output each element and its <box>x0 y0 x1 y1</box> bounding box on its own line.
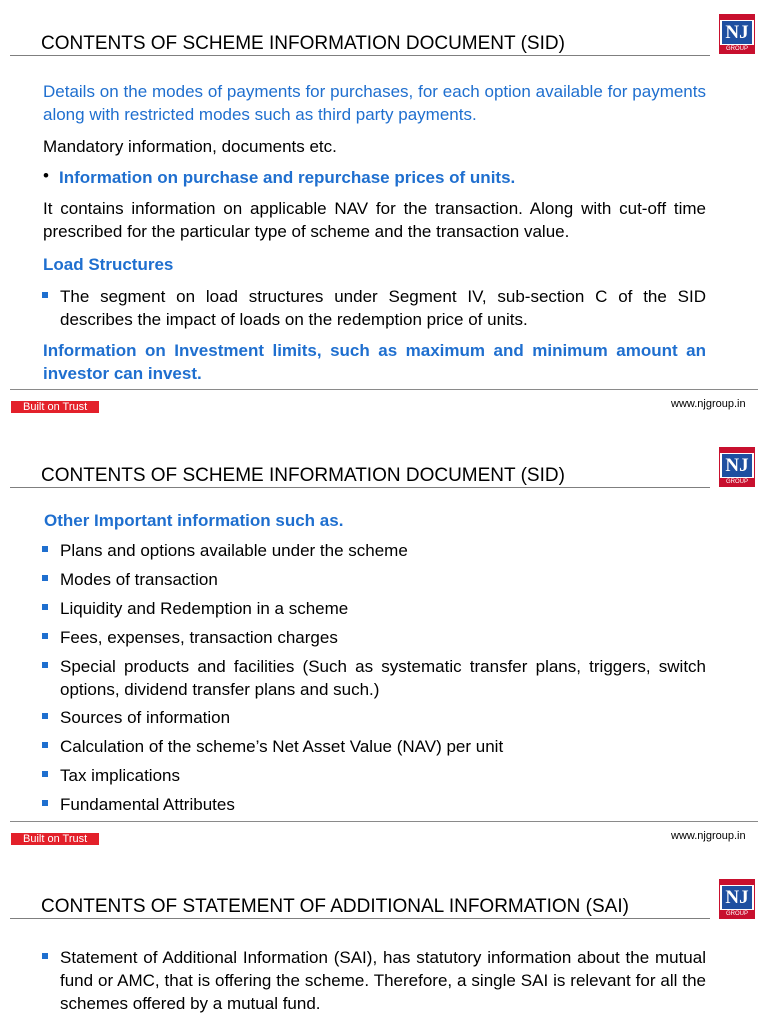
list-item-label: Calculation of the scheme’s Net Asset Value (NAV) per unit <box>60 737 504 756</box>
slide2-footer-rule <box>10 821 758 822</box>
load-structures-item-label: The segment on load structures under Segment IV, sub-section C of the SID describes the impact of loads on the redemption price of units. <box>60 287 706 329</box>
nav-info-text: It contains information on applicable NAV for the transaction. Along with cut-off time prescribed for the particular type of scheme and the transaction value. <box>43 199 706 241</box>
slide2-title: CONTENTS OF SCHEME INFORMATION DOCUMENT (SID) <box>41 465 565 486</box>
bullet-square-icon <box>42 546 48 552</box>
list-item <box>42 655 706 701</box>
built-on-trust-badge: Built on Trust <box>11 833 99 845</box>
payment-modes-label: Details on the modes of payments for purchases, for each option available for payments along with restricted modes such as third party payments. <box>43 82 706 124</box>
slide1-footer-rule <box>10 389 758 390</box>
list-item-label: Fundamental Attributes <box>60 795 235 814</box>
bullet-square-icon <box>42 292 48 298</box>
bullet-dot: • <box>43 166 49 185</box>
nj-logo-1 <box>719 14 755 54</box>
logo-mark: NJ <box>722 454 752 477</box>
bullet-square-icon <box>42 953 48 959</box>
sai-item <box>42 946 706 1015</box>
logo-mark: NJ <box>722 886 752 909</box>
list-item <box>42 793 706 816</box>
list-item <box>42 597 706 620</box>
bullet-square-icon <box>42 771 48 777</box>
logo-top-band <box>720 15 754 20</box>
slide2-title-rule <box>10 487 710 488</box>
payment-modes-text <box>43 80 706 126</box>
built-on-trust-badge: Built on Trust <box>11 401 99 413</box>
investment-limits-text: Information on Investment limits, such as maximum and minimum amount an investor can invest. <box>43 341 706 383</box>
list-item <box>42 706 706 729</box>
footer-url-link[interactable]: www.njgroup.in <box>671 830 746 842</box>
nj-logo-3 <box>719 879 755 919</box>
list-item <box>42 539 706 562</box>
list-item-label: Tax implications <box>60 766 180 785</box>
list-item-label: Plans and options available under the scheme <box>60 541 408 560</box>
bullet-square-icon <box>42 604 48 610</box>
logo-caption: GROUP <box>720 45 754 53</box>
list-item <box>42 735 706 758</box>
logo-mark: NJ <box>722 21 752 44</box>
logo-caption: GROUP <box>720 910 754 918</box>
bullet-square-icon <box>42 713 48 719</box>
bullet-square-icon <box>42 800 48 806</box>
other-info-heading: Other Important information such as. <box>44 511 344 530</box>
slide3-title-rule <box>10 918 710 919</box>
logo-caption: GROUP <box>720 478 754 486</box>
logo-top-band <box>720 880 754 885</box>
list-item-label: Fees, expenses, transaction charges <box>60 628 338 647</box>
slide3-title: CONTENTS OF STATEMENT OF ADDITIONAL INFORMATION (SAI) <box>41 896 629 917</box>
load-structures-heading: Load Structures <box>43 255 174 274</box>
slide1-title-rule <box>10 55 710 56</box>
bullet-square-icon <box>42 742 48 748</box>
nj-logo-2 <box>719 447 755 487</box>
list-item <box>42 764 706 787</box>
bullet-square-icon <box>42 575 48 581</box>
list-item-label: Liquidity and Redemption in a scheme <box>60 599 349 618</box>
list-item-label: Sources of information <box>60 708 231 727</box>
slide1-title: CONTENTS OF SCHEME INFORMATION DOCUMENT (SID) <box>41 33 565 54</box>
sai-item-label: Statement of Additional Information (SAI), has statutory information about the mutual fund or AMC, that is offering the scheme. Therefore, a single SAI is relevant for all the schemes offered by a mutual fund. <box>60 948 706 1013</box>
list-item-label: Modes of transaction <box>60 570 218 589</box>
bullet-square-icon <box>42 662 48 668</box>
mandatory-text: Mandatory information, documents etc. <box>43 137 337 156</box>
logo-top-band <box>720 448 754 453</box>
price-info-text: Information on purchase and repurchase prices of units. <box>59 168 516 187</box>
load-structures-item <box>42 285 706 331</box>
footer-url-link[interactable]: www.njgroup.in <box>671 398 746 410</box>
list-item-label: Special products and facilities (Such as systematic transfer plans, triggers, switch options, dividend transfer plans and such.) <box>60 657 706 699</box>
list-item <box>42 626 706 649</box>
list-item <box>42 568 706 591</box>
bullet-square-icon <box>42 633 48 639</box>
